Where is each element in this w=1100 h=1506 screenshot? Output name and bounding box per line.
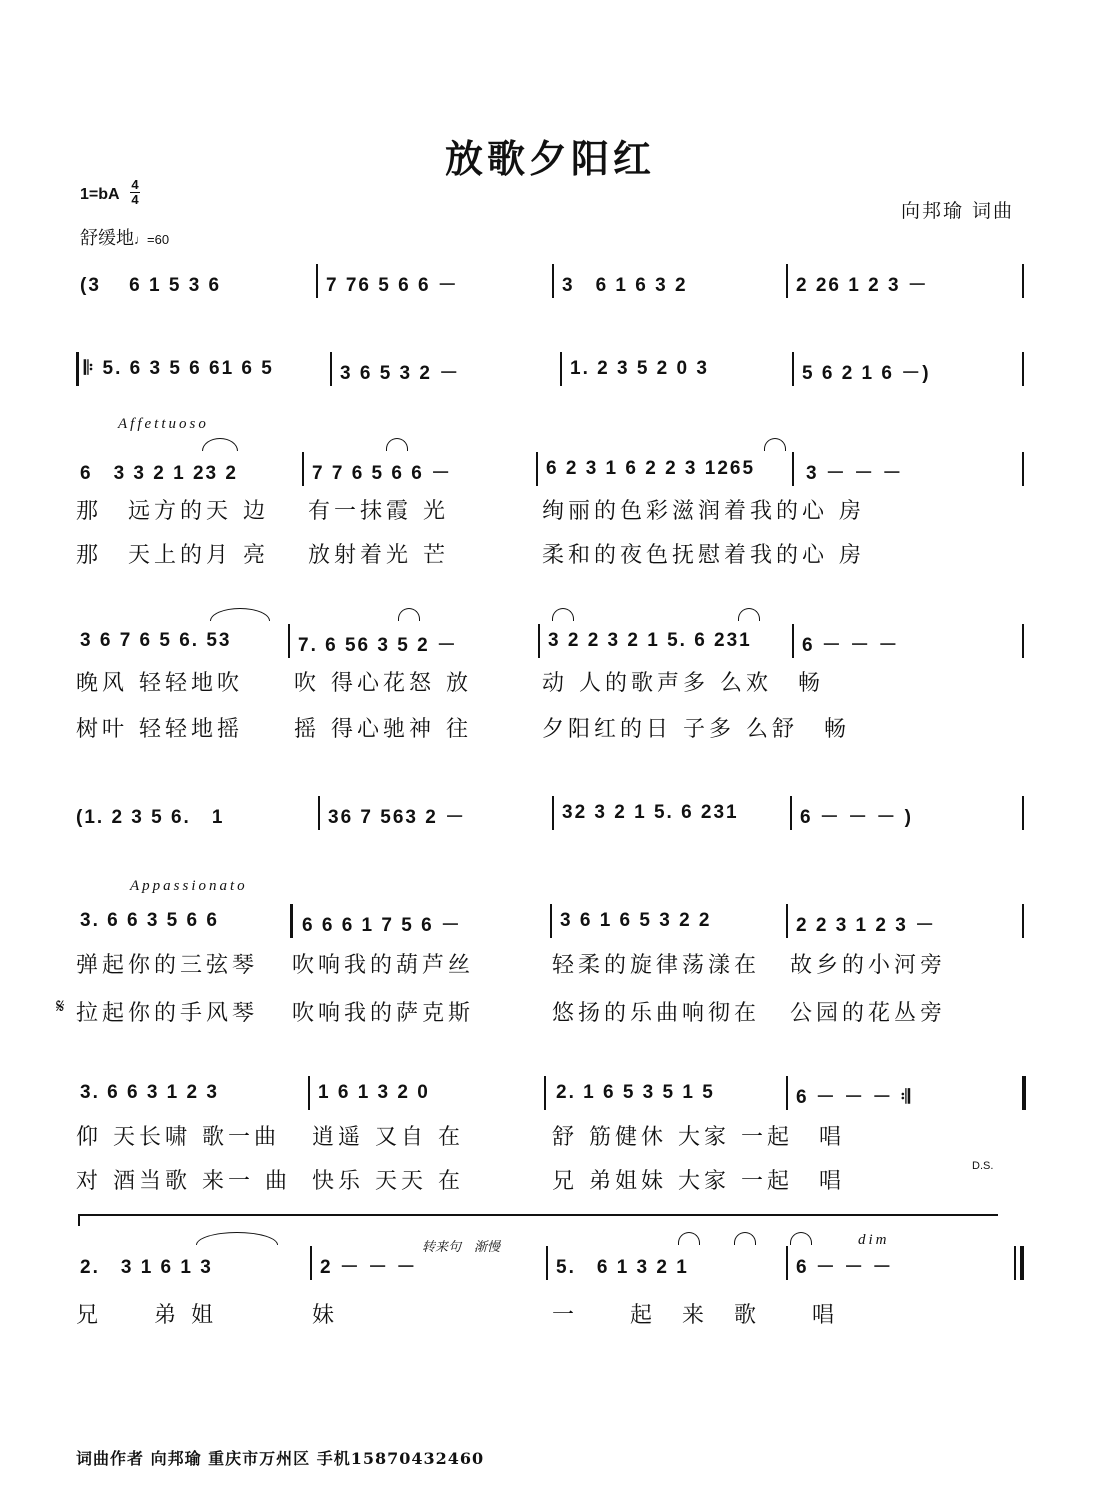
- notes-row6-m4: 2 2 3 1 2 3 －: [796, 915, 937, 936]
- fermata-icon: [678, 1232, 700, 1245]
- notes-row3-m4: 3 － － －: [806, 463, 904, 484]
- ending-bracket: [78, 1214, 998, 1226]
- barline: [1022, 352, 1024, 386]
- notes-row2-m2: 3 6 5 3 2 －: [340, 363, 461, 384]
- lyrics-row3-v2-b: 放射着光 芒: [308, 543, 449, 568]
- dim-marking: dim: [858, 1232, 890, 1248]
- notes-row6-m2: 6 6 6 1 7 5 6 －: [302, 915, 462, 936]
- tempo-marking: [80, 224, 169, 250]
- notes-row4-m3: 3 2 2 3 2 1 5. 6 231: [548, 630, 752, 651]
- notes-row4-m4: 6 － － －: [802, 635, 900, 656]
- notes-row1-m2: 7 76 5 6 6 －: [326, 275, 459, 296]
- composer-credit: 向邦瑜 词曲: [900, 200, 1014, 222]
- notes-row3-m1: 6 3 3 2 1 23 2: [80, 463, 238, 484]
- barline: [1022, 264, 1024, 298]
- lyrics-row6-v1-a: 弹起你的三弦琴: [76, 953, 259, 978]
- barline: [288, 624, 290, 658]
- barline: [302, 452, 304, 486]
- lyrics-row6-v2-d: 公园的花丛旁: [790, 1001, 947, 1026]
- notes-row7-m4: 6 － － － 𝄇: [796, 1087, 912, 1108]
- lyrics-row3-v2-a: 那 天上的月 亮: [76, 543, 269, 568]
- notes-row7-m2: 1 6 1 3 2 0: [318, 1082, 430, 1103]
- notes-row7-m1: 3. 6 6 3 1 2 3: [80, 1082, 219, 1103]
- lyrics-row3-v1-a: 那 远方的天 边: [76, 499, 269, 524]
- slur: [202, 438, 238, 451]
- barline: [790, 796, 792, 830]
- barline: [552, 264, 554, 298]
- lyrics-row3-v2-c: 柔和的夜色抚慰着我的心 房: [542, 543, 865, 568]
- barline: [544, 1076, 546, 1110]
- notes-row8-m4: 6 － － －: [796, 1257, 894, 1278]
- notes-row1-m3: 3 6 1 6 3 2: [562, 275, 688, 296]
- barline: [560, 352, 562, 386]
- barline: [786, 1246, 788, 1280]
- barline: [310, 1246, 312, 1280]
- barline: [792, 624, 794, 658]
- barline: [550, 904, 552, 938]
- fermata-icon: [738, 608, 760, 621]
- notes-row8-m3: 5. 6 1 3 2 1: [556, 1257, 689, 1278]
- notes-row1-m4: 2 26 1 2 3 －: [796, 275, 929, 296]
- barline: [538, 624, 540, 658]
- footer-contact: 词曲作者 向邦瑜 重庆市万州区 手机15870432460: [76, 1449, 485, 1468]
- notes-row3-m3: 6 2 3 1 6 2 2 3 1265: [546, 458, 756, 479]
- expression-appassionato: Appassionato: [130, 878, 248, 894]
- barline: [330, 352, 332, 386]
- final-barline-thick: [1020, 1246, 1024, 1280]
- lyrics-row6-v1-d: 故乡的小河旁: [790, 953, 947, 978]
- notes-row5-m4: 6 － － － ): [800, 807, 914, 828]
- lyrics-row4-v2-a: 树叶 轻轻地摇: [76, 717, 243, 742]
- lyrics-row4-v1-c: 动 人的歌声多 么欢 畅: [542, 671, 824, 696]
- expression-affettuoso: Affettuoso: [118, 416, 209, 432]
- repeat-end-barline: [1022, 1076, 1026, 1110]
- notes-row8-m2: 2 － － －: [320, 1257, 418, 1278]
- notes-row4-m2: 7. 6 56 3 5 2 －: [298, 635, 458, 656]
- fermata-icon: [386, 438, 408, 451]
- lyrics-row6-v2-a: 拉起你的手风琴: [76, 1001, 259, 1026]
- notes-row6-m1: 3. 6 6 3 5 6 6: [80, 910, 219, 931]
- slur: [196, 1232, 278, 1245]
- lyrics-row7-v2-c: 兄 弟姐妹 大家 一起 唱: [552, 1169, 845, 1194]
- notes-row5-m3: 32 3 2 1 5. 6 231: [562, 802, 739, 823]
- lyrics-row7-v1-b: 逍遥 又自 在: [312, 1125, 464, 1150]
- notes-row5-m1: (1. 2 3 5 6. 1: [76, 807, 225, 828]
- tempo-text: 舒缓地: [80, 228, 134, 249]
- lyrics-row4-v1-b: 吹 得心花怒 放: [294, 671, 472, 696]
- lyrics-row3-v1-c: 绚丽的色彩滋润着我的心 房: [542, 499, 865, 524]
- barline: [1022, 904, 1024, 938]
- lyrics-row6-v2-b: 吹响我的萨克斯: [292, 1001, 475, 1026]
- notes-row4-m1: 3 6 7 6 5 6. 53: [80, 630, 232, 651]
- repeat-start-barline: [76, 352, 79, 386]
- barline: [792, 352, 794, 386]
- barline: [316, 264, 318, 298]
- barline: [546, 1246, 548, 1280]
- lyrics-row8-a: 兄 弟 姐: [76, 1303, 217, 1328]
- barline: [552, 796, 554, 830]
- ritardando-text: 转来句 渐慢: [422, 1240, 501, 1255]
- time-signature: [130, 178, 140, 207]
- ds-marking: D.S.: [972, 1160, 994, 1172]
- segno-icon: 𝄋: [56, 994, 65, 1018]
- lyrics-row7-v2-b: 快乐 天天 在: [312, 1169, 464, 1194]
- notes-row2-m1: 𝄆 5. 6 3 5 6 61 6 5: [84, 358, 274, 379]
- key-signature: 1=bA: [80, 186, 120, 203]
- lyrics-row8-c: 一 起 来 歌 唱: [552, 1303, 839, 1328]
- barline: [786, 904, 788, 938]
- meter-bottom: 4: [131, 192, 139, 207]
- barline: [1022, 624, 1024, 658]
- slur: [210, 608, 270, 621]
- notes-row5-m2: 36 7 563 2 －: [328, 807, 467, 828]
- notes-row8-m1: 2. 3 1 6 1 3: [80, 1257, 213, 1278]
- lyrics-row4-v2-c: 夕阳红的日 子多 么舒 畅: [542, 717, 850, 742]
- fermata-icon: [552, 608, 574, 621]
- lyrics-row7-v1-c: 舒 筋健休 大家 一起 唱: [552, 1125, 845, 1150]
- fermata-icon: [790, 1232, 812, 1245]
- lyrics-row6-v1-b: 吹响我的葫芦丝: [292, 953, 475, 978]
- meter-top: 4: [131, 177, 139, 192]
- notes-row7-m3: 2. 1 6 5 3 5 1 5: [556, 1082, 715, 1103]
- barline: [290, 904, 293, 938]
- notes-row6-m3: 3 6 1 6 5 3 2 2: [560, 910, 712, 931]
- barline: [318, 796, 320, 830]
- final-barline-thin: [1014, 1246, 1016, 1280]
- lyrics-row7-v2-a: 对 酒当歌 来一 曲: [76, 1169, 291, 1194]
- notes-row1-m1: (3 6 1 5 3 6: [80, 275, 222, 296]
- fermata-icon: [764, 438, 786, 451]
- barline: [786, 264, 788, 298]
- barline: [786, 1076, 788, 1110]
- lyrics-row4-v2-b: 摇 得心驰神 往: [294, 717, 472, 742]
- lyrics-row8-b: 妹: [312, 1303, 339, 1328]
- barline: [536, 452, 538, 486]
- lyrics-row3-v1-b: 有一抹霞 光: [308, 499, 449, 524]
- fermata-icon: [734, 1232, 756, 1245]
- notes-row3-m2: 7 7 6 5 6 6 －: [312, 463, 453, 484]
- metronome-mark: ♩=60: [134, 232, 170, 247]
- fermata-icon: [398, 608, 420, 621]
- notes-row2-m3: 1. 2 3 5 2 0 3: [570, 358, 709, 379]
- lyrics-row6-v1-c: 轻柔的旋律荡漾在: [552, 953, 761, 978]
- notes-row2-m4: 5 6 2 1 6 －): [802, 363, 931, 384]
- lyrics-row7-v1-a: 仰 天长啸 歌一曲: [76, 1125, 280, 1150]
- barline: [308, 1076, 310, 1110]
- barline: [1022, 796, 1024, 830]
- lyrics-row6-v2-c: 悠扬的乐曲响彻在: [552, 1001, 761, 1026]
- song-title: 放歌夕阳红: [444, 136, 655, 181]
- lyrics-row4-v1-a: 晚风 轻轻地吹: [76, 671, 243, 696]
- barline: [1022, 452, 1024, 486]
- barline: [792, 452, 794, 486]
